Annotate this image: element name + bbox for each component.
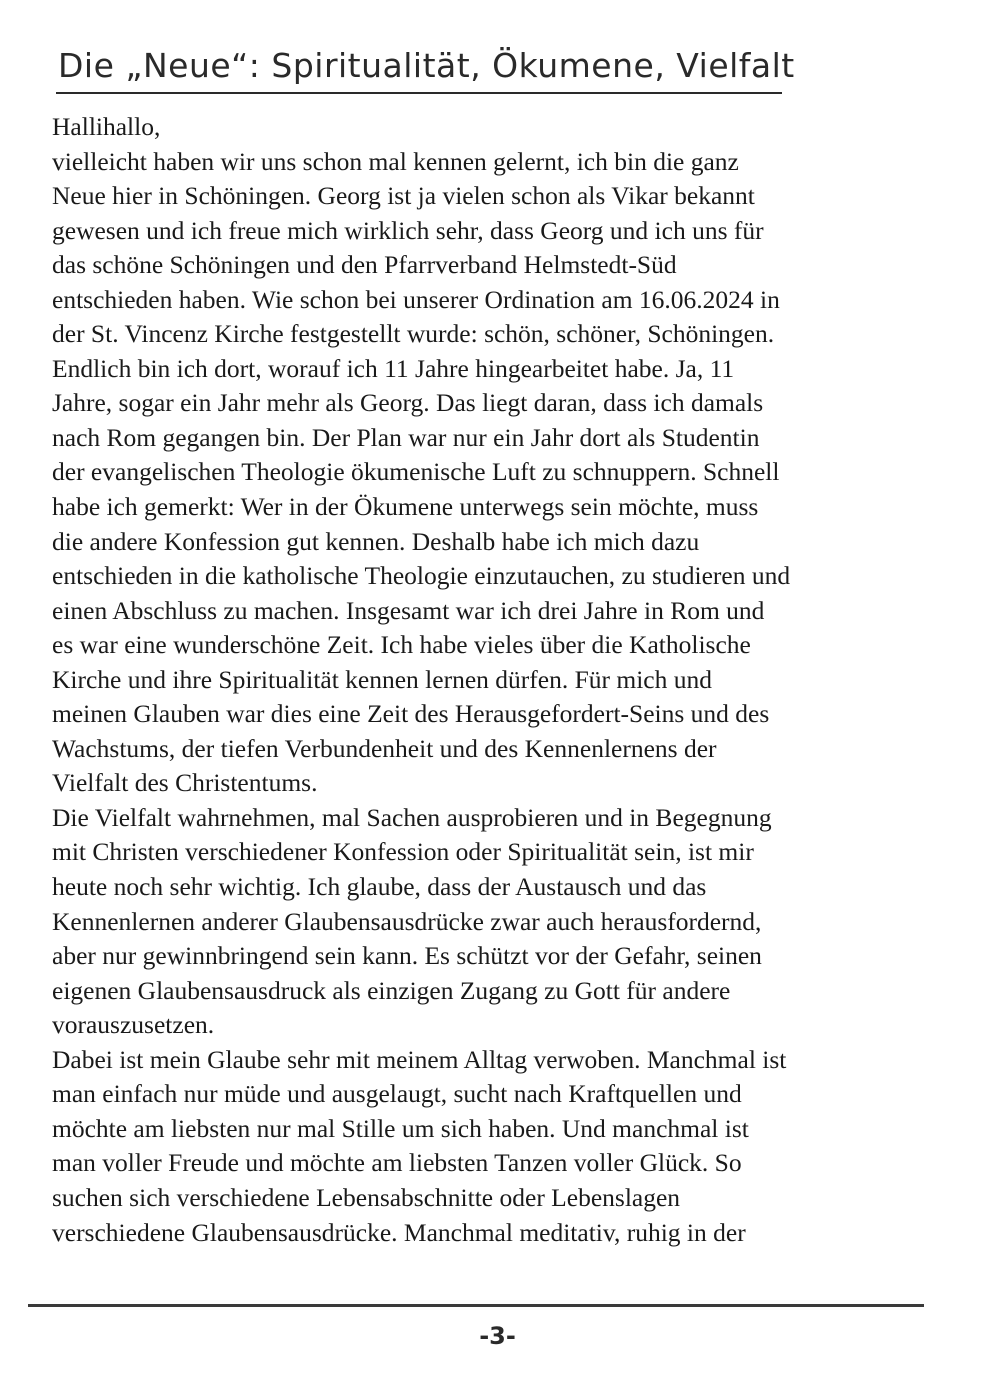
text-line: heute noch sehr wichtig. Ich glaube, dass der Austausch und das — [52, 872, 707, 902]
text-line: verschiedene Glaubensausdrücke. Manchmal meditativ, ruhig in der — [52, 1217, 746, 1247]
text-line: mit Christen verschiedener Konfession oder Spiritualität sein, ist mir — [52, 837, 754, 867]
text-line: Endlich bin ich dort, worauf ich 11 Jahre hingearbeitet habe. Ja, 11 — [52, 353, 735, 383]
text-line: es war eine wunderschöne Zeit. Ich habe vieles über die Katholische — [52, 630, 751, 660]
article-body — [52, 110, 932, 1250]
text-line: suchen sich verschiedene Lebensabschnitte oder Lebenslagen — [52, 1182, 681, 1212]
text-line: Kennenlernen anderer Glaubensausdrücke zwar auch herausfordernd, — [52, 906, 762, 936]
text-line: Jahre, sogar ein Jahr mehr als Georg. Das liegt daran, dass ich damals — [52, 388, 764, 418]
text-line: Dabei ist mein Glaube sehr mit meinem Alltag verwoben. Manchmal ist — [52, 1044, 787, 1074]
text-line: meinen Glauben war dies eine Zeit des Herausgefordert-Seins und des — [52, 699, 770, 729]
text-line: eigenen Glaubensausdruck als einzigen Zugang zu Gott für andere — [52, 975, 731, 1005]
article-heading: Die „Neue“: Spiritualität, Ökumene, Vielfalt — [58, 46, 795, 85]
text-line: man einfach nur müde und ausgelaugt, sucht nach Kraftquellen und — [52, 1079, 742, 1109]
text-line: der St. Vincenz Kirche festgestellt wurde: schön, schöner, Schöningen. — [52, 319, 775, 349]
text-line: Wachstums, der tiefen Verbundenheit und des Kennenlernens der — [52, 733, 717, 763]
text-line: einen Abschluss zu machen. Insgesamt war ich drei Jahre in Rom und — [52, 595, 765, 625]
text-line: Hallihallo, — [52, 112, 161, 141]
text-line: die andere Konfession gut kennen. Deshalb habe ich mich dazu — [52, 526, 700, 556]
text-line: nach Rom gegangen bin. Der Plan war nur ein Jahr dort als Studentin — [52, 422, 760, 452]
text-line: man voller Freude und möchte am liebsten Tanzen voller Glück. So — [52, 1148, 742, 1178]
text-line: Die Vielfalt wahrnehmen, mal Sachen ausprobieren und in Begegnung — [52, 802, 772, 832]
footer-divider — [28, 1304, 924, 1307]
text-line: möchte am liebsten nur mal Stille um sich haben. Und manchmal ist — [52, 1113, 749, 1143]
text-line: vorauszusetzen. — [52, 1010, 215, 1040]
text-line: Neue hier in Schöningen. Georg ist ja vielen schon als Vikar bekannt — [52, 181, 755, 211]
text-line: Vielfalt des Christentums. — [52, 768, 318, 798]
text-line: habe ich gemerkt: Wer in der Ökumene unterwegs sein möchte, muss — [52, 492, 759, 522]
text-line: aber nur gewinnbringend sein kann. Es schützt vor der Gefahr, seinen — [52, 941, 762, 971]
text-line: entschieden in die katholische Theologie einzutauchen, zu studieren und — [52, 561, 791, 591]
page-number: -3- — [479, 1322, 516, 1350]
text-line: gewesen und ich freue mich wirklich sehr, dass Georg und ich uns für — [52, 215, 764, 245]
text-line: vielleicht haben wir uns schon mal kennen gelernt, ich bin die ganz — [52, 146, 739, 176]
heading-underline — [56, 92, 782, 94]
text-line: der evangelischen Theologie ökumenische Luft zu schnuppern. Schnell — [52, 457, 780, 487]
text-line: Kirche und ihre Spiritualität kennen lernen dürfen. Für mich und — [52, 664, 712, 694]
text-line: das schöne Schöningen und den Pfarrverband Helmstedt-Süd — [52, 250, 677, 280]
text-line: entschieden haben. Wie schon bei unserer Ordination am 16.06.2024 in — [52, 284, 780, 314]
